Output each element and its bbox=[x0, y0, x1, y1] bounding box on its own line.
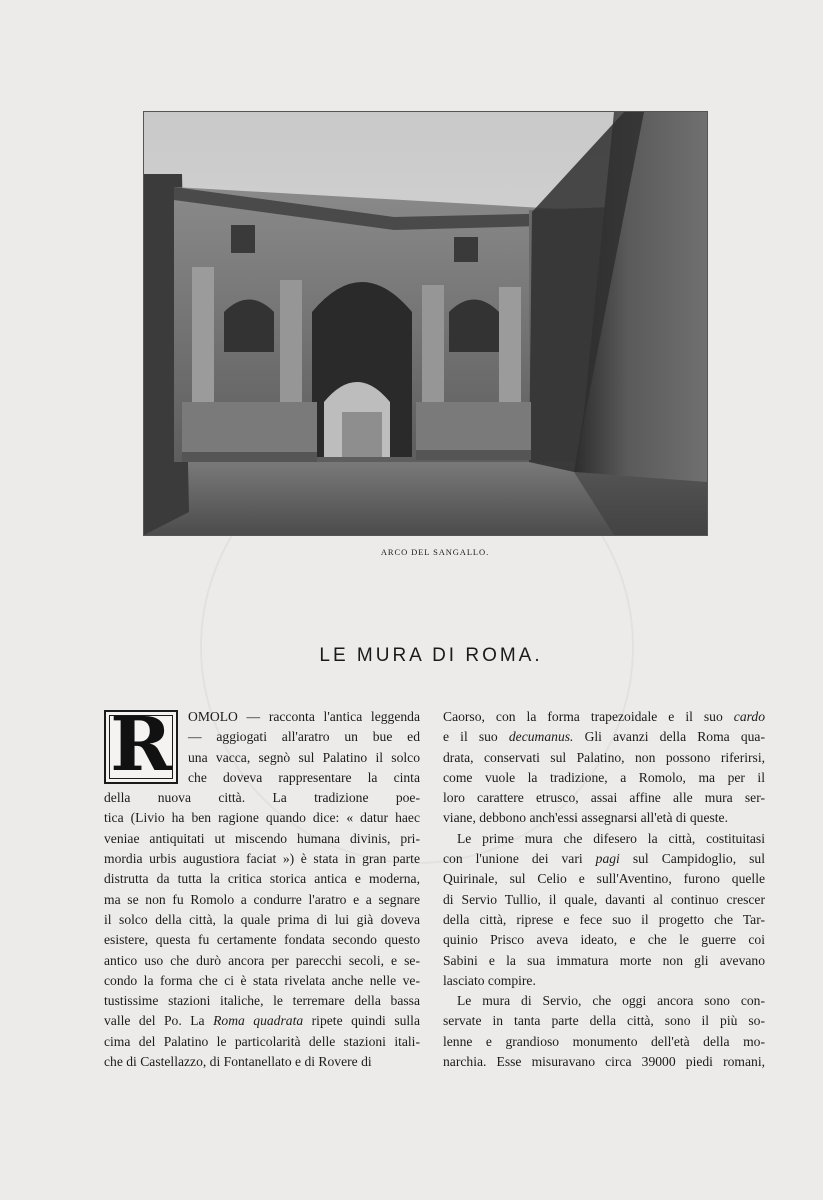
arch-photograph bbox=[144, 112, 707, 535]
text-line: il solco della città, la quale prima di lui già doveva bbox=[104, 911, 420, 927]
text-line: Le mura di Servio, che oggi ancora sono con- bbox=[457, 993, 765, 1009]
text-line: lenne e grandioso monumento dell'età della mo- bbox=[443, 1033, 765, 1049]
text-line: lasciato compire. bbox=[443, 972, 536, 988]
text-segment: ripete quindi sulla bbox=[311, 1013, 420, 1029]
text-segment: con l'unione dei vari bbox=[443, 851, 583, 867]
italic-term: Roma quadrata bbox=[213, 1013, 304, 1029]
text-line: della nuova città. La tradizione poe- bbox=[104, 790, 420, 806]
text-line: Sabini e la sua immatura morte non gli avevano bbox=[443, 952, 765, 968]
italic-term: decumanus. bbox=[508, 729, 574, 745]
text-line: antico uso che durò ancora per parecchi secoli, e se- bbox=[104, 952, 420, 968]
text-segment: sul Campidoglio, sul bbox=[632, 851, 765, 867]
text-line: quinio Prisco aveva ideato, e che le guerre coi bbox=[443, 932, 765, 948]
text-line: servate in tanta parte della città, sono il più so- bbox=[443, 1013, 765, 1029]
text-line: OMOLO — racconta l'antica leggenda bbox=[188, 709, 420, 724]
text-line: una vacca, segnò sul Palatino il solco bbox=[188, 749, 420, 765]
text-line: tustissime stazioni italiche, le terremare della bassa bbox=[104, 993, 420, 1009]
text-line bbox=[443, 707, 765, 727]
text-line: viane, debbono anch'essi assegnarsi all'età di queste. bbox=[443, 810, 728, 826]
right-column bbox=[443, 707, 765, 1072]
text-line: della città, riprese e fece suo il progetto che Tar- bbox=[443, 911, 765, 927]
decorated-initial bbox=[104, 710, 178, 784]
photo-caption: ARCO DEL SANGALLO. bbox=[380, 547, 490, 557]
text-line: Le prime mura che difesero la città, costituitasi bbox=[457, 830, 765, 846]
text-line: distrutta da tutta la critica storica antica e moderna, bbox=[104, 871, 420, 887]
arch-photo-illustration bbox=[144, 112, 707, 535]
text-line: — aggiogati all'aratro un bue ed bbox=[188, 729, 420, 745]
text-line: condo la forma che ci è stata rivelata anche nelle ve- bbox=[104, 972, 420, 988]
text-line bbox=[104, 1011, 420, 1031]
text-line: Quirinale, sul Celio e sull'Aventino, furono quelle bbox=[443, 871, 765, 887]
text-line: di Servio Tullio, il quale, davanti al continuo crescer bbox=[443, 891, 765, 907]
text-line: narchia. Esse misuravano circa 39000 piedi romani, bbox=[443, 1054, 765, 1070]
text-line: come vuole la tradizione, a Romolo, ma per il bbox=[443, 769, 765, 785]
drop-cap-letter: R bbox=[110, 710, 172, 784]
text-segment: valle del Po. La bbox=[104, 1013, 205, 1029]
text-segment: e il suo bbox=[443, 729, 498, 745]
text-line: drata, conservati sul Palatino, non possono riferirsi, bbox=[443, 749, 765, 765]
text-line: ma se non fu Romolo a condurre l'aratro e a segnare bbox=[104, 891, 420, 907]
italic-term: cardo bbox=[733, 709, 765, 724]
text-line: esistere, questa fu certamente fondata secondo questo bbox=[104, 932, 420, 948]
text-line: cima del Palatino le particolarità delle stazioni itali- bbox=[104, 1033, 420, 1049]
italic-term: pagi bbox=[595, 851, 620, 867]
text-line: mordia urbis augustiora faciat ») è stata in gran parte bbox=[104, 851, 420, 867]
text-segment: Gli avanzi della Roma qua- bbox=[584, 729, 765, 745]
text-line: tica (Livio ha ben ragione quando dice: « datur haec bbox=[104, 810, 420, 826]
left-column bbox=[104, 707, 420, 1072]
text-line bbox=[443, 727, 765, 747]
text-line: veniae antiquitati ut miscendo humana divinis, pri- bbox=[104, 830, 420, 846]
text-line: loro carattere etrusco, assai affine alle mura ser- bbox=[443, 790, 765, 806]
article-title: LE MURA DI ROMA. bbox=[319, 644, 543, 666]
text-line: che doveva rappresentare la cinta bbox=[188, 769, 420, 785]
text-line: che di Castellazzo, di Fontanellato e di Rovere di bbox=[104, 1054, 372, 1070]
text-segment: Caorso, con la forma trapezoidale e il suo bbox=[443, 709, 723, 724]
text-line bbox=[443, 849, 765, 869]
